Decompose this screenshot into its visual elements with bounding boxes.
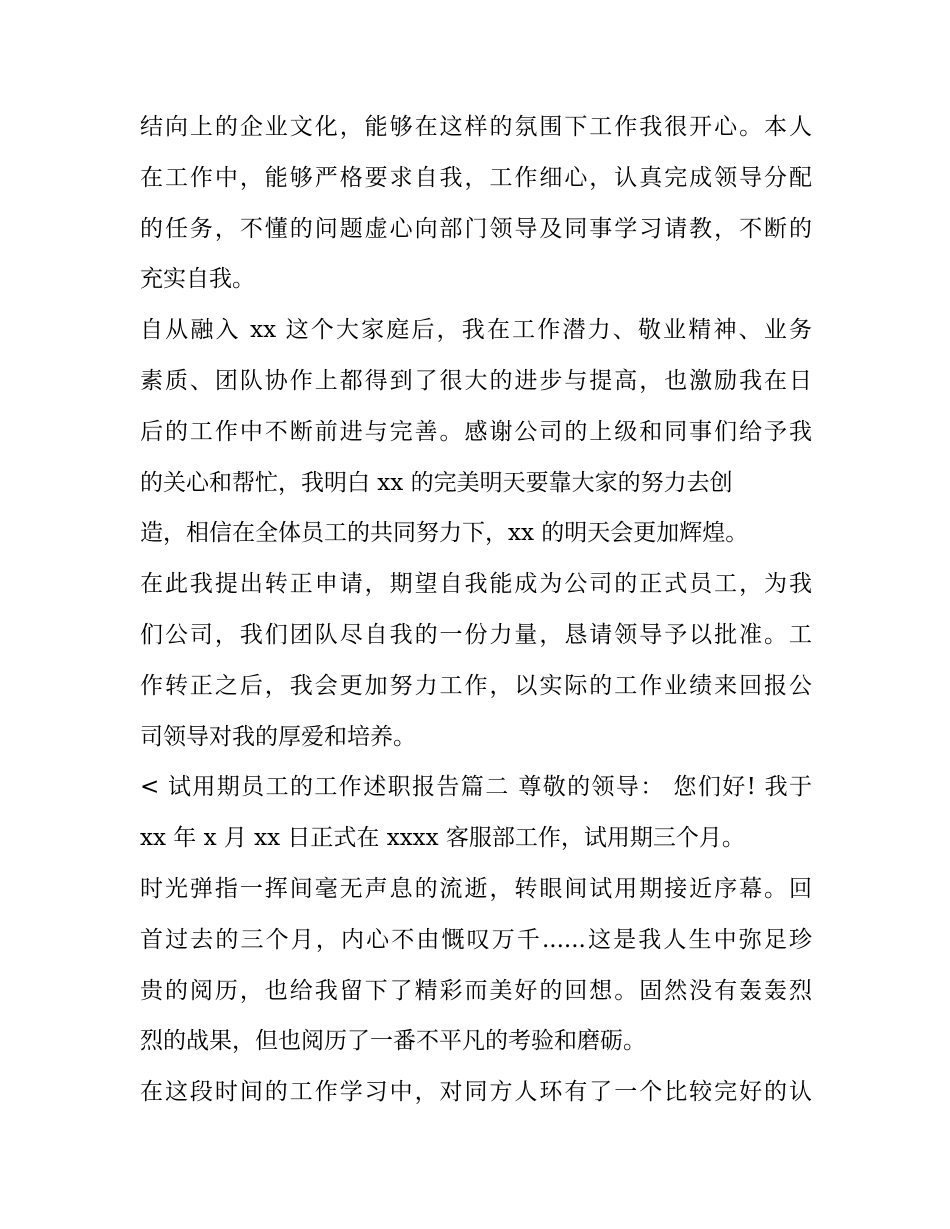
text-line: < 试用期员工的工作述职报告篇二 尊敬的领导： 您们好! 我于 [140, 774, 812, 801]
text-line: 充实自我。 [140, 266, 255, 293]
text-line: 造，相信在全体员工的共同努力下，xx 的明天会更加辉煌。 [140, 520, 749, 547]
text-line: 烈的战果，但也阅历了一番不平凡的考验和磨砺。 [140, 1028, 646, 1055]
text-line: 的关心和帮忙，我明白 xx 的完美明天要靠大家的努力去创 [140, 469, 733, 496]
text-line: 在此我提出转正申请，期望自我能成为公司的正式员工，为我 [140, 571, 812, 598]
document-body [140, 102, 812, 1118]
text-line: xx 年 x 月 xx 日正式在 xxxx 客服部工作，试用期三个月。 [140, 825, 745, 852]
text-line: 后的工作中不断前进与完善。感谢公司的上级和同事们给予我 [140, 418, 812, 445]
text-line: 们公司，我们团队尽自我的一份力量，恳请领导予以批准。工 [140, 621, 812, 648]
text-line: 自从融入 xx 这个大家庭后，我在工作潜力、敬业精神、业务 [140, 317, 812, 344]
text-line: 贵的阅历，也给我留下了精彩而美好的回想。固然没有轰轰烈 [140, 977, 812, 1004]
text-line: 司领导对我的厚爱和培养。 [140, 723, 416, 750]
text-line: 的任务，不懂的问题虚心向部门领导及同事学习请教，不断的 [140, 215, 812, 242]
text-line: 在这段时间的工作学习中，对同方人环有了一个比较完好的认 [140, 1079, 812, 1106]
text-line: 时光弹指一挥间毫无声息的流逝，转眼间试用期接近序幕。回 [140, 875, 812, 902]
text-line: 首过去的三个月，内心不由慨叹万千......这是我人生中弥足珍 [140, 926, 812, 953]
text-line: 在工作中，能够严格要求自我，工作细心，认真完成领导分配 [140, 164, 812, 191]
text-line: 素质、团队协作上都得到了很大的进步与提高，也激励我在日 [140, 367, 812, 394]
text-line: 结向上的企业文化，能够在这样的氛围下工作我很开心。本人 [140, 114, 812, 140]
text-line: 作转正之后，我会更加努力工作，以实际的工作业绩来回报公 [140, 672, 812, 699]
